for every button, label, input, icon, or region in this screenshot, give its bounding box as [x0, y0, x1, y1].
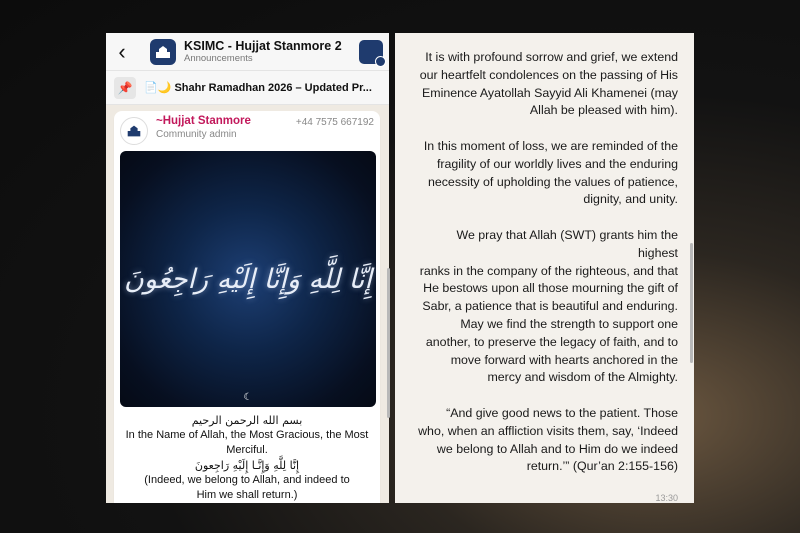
- chat-background: [106, 105, 389, 503]
- calligraphy-text: إِنَّا لِلَّهِ وَإِنَّا إِلَيْهِ رَاجِعُونَ: [124, 263, 372, 295]
- paragraph-3b: ranks in the company of the righteous, and that He bestows upon all those mourning the gift of Sabr, a patience that is beautiful and enduring. May we find the strength to support one another, to preserve the legacy of faith, and to move forward with hearts anchored in the mercy and wisdom of the Almighty.: [419, 263, 678, 385]
- sender-role: Community admin: [156, 129, 237, 140]
- message-bubble[interactable]: [114, 111, 380, 503]
- sender-phone: +44 7575 667192: [295, 117, 374, 128]
- pin-icon[interactable]: 📌: [114, 77, 136, 99]
- chat-title: KSIMC - Hujjat Stanmore 2: [184, 39, 342, 53]
- mosque-logo-icon: [153, 42, 173, 62]
- paragraph-2: In this moment of loss, we are reminded of the fragility of our worldly lives and the enduring necessity of upholding the values of patience, dignity, and unity.: [423, 138, 678, 207]
- message-continuation: [395, 33, 694, 476]
- verified-icon: [375, 56, 386, 67]
- paragraph-3a: We pray that Allah (SWT) grants him the highest: [456, 227, 678, 260]
- community-avatar[interactable]: [359, 40, 383, 64]
- chat-subtitle: Announcements: [184, 53, 253, 64]
- paragraph-1: It is with profound sorrow and grief, we extend our heartfelt condolences on the passing of His Eminence Ayatollah Sayyid Ali Khamenei (may Allah be pleased with him).: [419, 50, 678, 118]
- left-phone-screen: [106, 33, 389, 503]
- chat-header: [106, 33, 389, 71]
- sender-row: [120, 115, 374, 151]
- scrollbar[interactable]: [690, 243, 693, 363]
- sender-name[interactable]: ~Hujjat Stanmore: [156, 115, 251, 127]
- translation-text: In the Name of Allah, the Most Gracious, the Most Merciful.: [125, 429, 369, 456]
- paragraph-4: “And give good news to the patient. Those who, when an affliction visits them, say, ‘Indeed we belong to Allah and to Him do we indeed return.’” (Qur’an 2:155-156): [418, 405, 678, 474]
- bismillah-text: بسم الله الرحمن الرحيم: [191, 414, 303, 427]
- message-image[interactable]: [120, 151, 376, 407]
- mosque-icon: ☾: [243, 392, 253, 403]
- verse-translation-text: (Indeed, we belong to Allah, and indeed to: [144, 474, 350, 486]
- verse-translation-text-2: Him we shall return.): [196, 489, 298, 501]
- pinned-message-text: 📄🌙 Shahr Ramadhan 2026 – Updated Pr...: [144, 82, 372, 94]
- chevron-left-icon[interactable]: ‹: [118, 38, 126, 64]
- pinned-message-bar[interactable]: [106, 71, 389, 105]
- sender-avatar[interactable]: [120, 117, 148, 145]
- right-phone-screen: [395, 33, 694, 503]
- mosque-logo-icon: [125, 122, 143, 140]
- message-timestamp: 13:30: [655, 493, 678, 503]
- verse-arabic-text: إِنَّا لِلَّهِ وَإِنَّـا إِلَيْهِ رَاجِعونَ: [194, 459, 300, 472]
- group-avatar[interactable]: [150, 39, 176, 65]
- scrollbar[interactable]: [387, 268, 390, 418]
- message-text: [120, 413, 374, 503]
